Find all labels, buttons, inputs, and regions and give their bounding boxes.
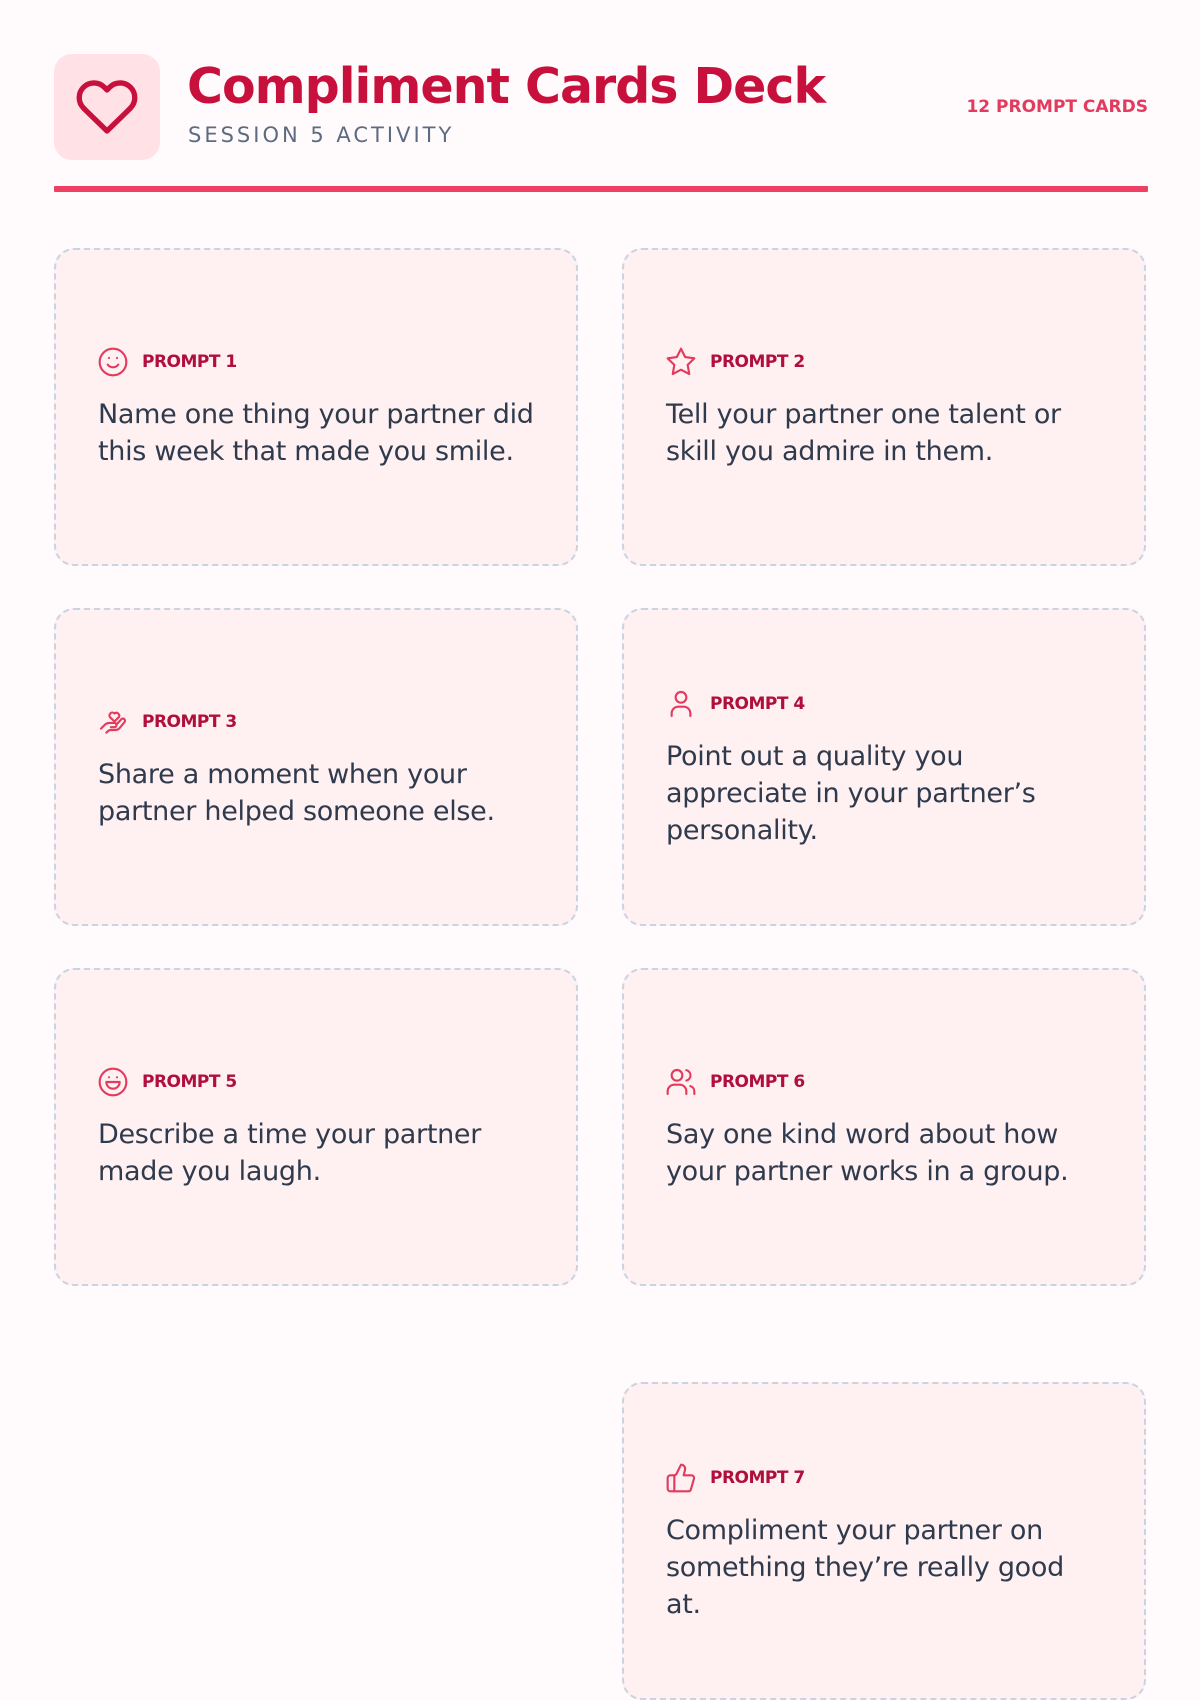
card-prompt-text: Share a moment when your partner helped someone else. <box>98 759 495 827</box>
card-count: 12 PROMPT CARDS <box>966 97 1148 117</box>
card-label: PROMPT 5 <box>142 1072 237 1092</box>
prompt-card-4 <box>622 608 1146 926</box>
prompt-card-6 <box>622 968 1146 1286</box>
helping-hand-icon <box>96 705 130 739</box>
laugh-icon <box>96 1065 130 1099</box>
page-subtitle: SESSION 5 ACTIVITY <box>188 123 455 147</box>
card-prompt-text: Point out a quality you appreciate in your partner’s personality. <box>666 740 1036 846</box>
card-label: PROMPT 6 <box>710 1072 805 1092</box>
card-prompt-text: Tell your partner one talent or skill you admire in them. <box>666 399 1061 467</box>
card-label: PROMPT 3 <box>142 712 237 732</box>
star-icon <box>664 345 698 379</box>
logo-tile <box>54 54 160 160</box>
card-prompt-text: Describe a time your partner made you laugh. <box>98 1119 482 1187</box>
header-divider <box>54 186 1148 192</box>
prompt-card-1 <box>54 248 578 566</box>
prompt-card-3 <box>54 608 578 926</box>
prompt-card-2 <box>622 248 1146 566</box>
card-label: PROMPT 7 <box>710 1468 805 1488</box>
thumbs-up-icon <box>664 1461 698 1495</box>
page-title: Compliment Cards Deck <box>187 58 826 115</box>
prompt-card-5 <box>54 968 578 1286</box>
prompt-card-7 <box>622 1382 1146 1700</box>
heart-icon <box>75 75 139 139</box>
card-prompt-text: Say one kind word about how your partner works in a group. <box>666 1119 1069 1187</box>
card-prompt-text: Compliment your partner on something they’re really good at. <box>666 1515 1064 1620</box>
smile-icon <box>96 345 130 379</box>
user-icon <box>664 687 698 721</box>
page-header <box>54 54 1148 160</box>
card-prompt-text: Name one thing your partner did this week that made you smile. <box>98 399 534 467</box>
card-label: PROMPT 4 <box>710 693 805 714</box>
card-label: PROMPT 1 <box>142 352 237 372</box>
card-label: PROMPT 2 <box>710 352 805 372</box>
users-icon <box>664 1065 698 1099</box>
